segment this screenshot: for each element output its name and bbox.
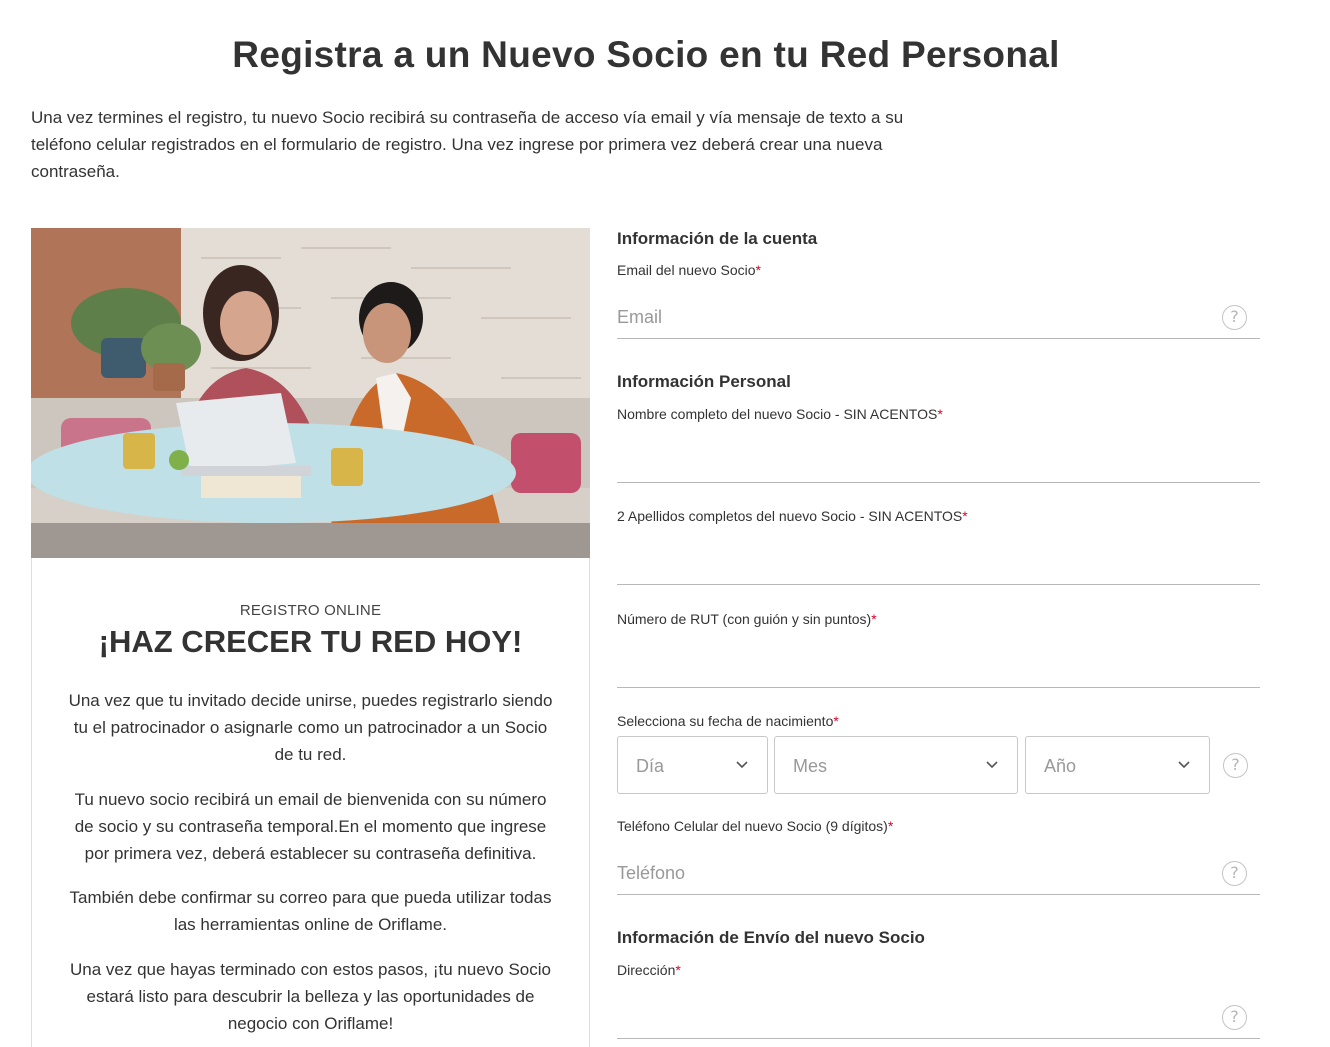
day-select-value: Día bbox=[636, 756, 665, 776]
email-label: Email del nuevo Socio* bbox=[617, 262, 761, 278]
promo-paragraph: Una vez que hayas terminado con estos pasos, ¡tu nuevo Socio estará listo para descubrir la belleza y las oportunidades de negocio con Oriflame! bbox=[69, 960, 551, 1033]
address-field-wrapper bbox=[617, 993, 1260, 1039]
help-icon[interactable]: ? bbox=[1222, 305, 1247, 330]
surname-label: 2 Apellidos completos del nuevo Socio - SIN ACENTOS* bbox=[617, 508, 968, 524]
personal-section-heading: Información Personal bbox=[617, 372, 791, 391]
name-label: Nombre completo del nuevo Socio - SIN ACENTOS* bbox=[617, 406, 943, 422]
surname-input[interactable] bbox=[617, 549, 1207, 577]
required-mark: * bbox=[833, 713, 839, 729]
required-mark: * bbox=[755, 262, 761, 278]
year-select-value: Año bbox=[1044, 756, 1077, 776]
month-select-value: Mes bbox=[793, 756, 828, 776]
intro-text: Una vez termines el registro, tu nuevo Socio recibirá su contraseña de acceso vía email y vía mensaje de texto a su teléfono celular registrados en el formulario de registro. Una vez ingrese por primera vez deberá crear una nueva contraseña. bbox=[31, 108, 904, 181]
chevron-down-icon bbox=[1177, 757, 1191, 771]
account-section-heading: Información de la cuenta bbox=[617, 229, 818, 248]
phone-input[interactable] bbox=[617, 859, 1207, 887]
couple-laptop-illustration bbox=[31, 228, 590, 558]
address-input[interactable] bbox=[617, 1003, 1207, 1031]
month-select[interactable] bbox=[774, 736, 1018, 794]
promo-paragraph: También debe confirmar su correo para que pueda utilizar todas las herramientas online de Oriflame. bbox=[69, 888, 552, 934]
year-select[interactable] bbox=[1025, 736, 1210, 794]
help-icon[interactable]: ? bbox=[1222, 1005, 1247, 1030]
page-title: Registra a un Nuevo Socio en tu Red Personal bbox=[232, 34, 1060, 75]
day-select[interactable] bbox=[617, 736, 768, 794]
chevron-down-icon bbox=[735, 757, 749, 771]
name-field-wrapper bbox=[617, 437, 1260, 483]
help-icon[interactable]: ? bbox=[1222, 861, 1247, 886]
surname-field-wrapper bbox=[617, 539, 1260, 585]
email-input[interactable] bbox=[617, 303, 1207, 331]
name-input[interactable] bbox=[617, 447, 1207, 475]
address-label: Dirección* bbox=[617, 962, 681, 978]
promo-photo bbox=[31, 228, 590, 558]
rut-input[interactable] bbox=[617, 652, 1207, 680]
registration-form bbox=[617, 0, 1260, 1047]
promo-card bbox=[31, 228, 590, 1047]
promo-paragraph: Una vez que tu invitado decide unirse, puedes registrarlo siendo tu el patrocinador o asignarle como un patrocinador a un Socio de tu red. bbox=[68, 691, 553, 764]
promo-title: ¡HAZ CRECER TU RED HOY! bbox=[98, 624, 523, 659]
shipping-section-heading: Información de Envío del nuevo Socio bbox=[617, 928, 925, 947]
required-mark: * bbox=[871, 611, 877, 627]
rut-field-wrapper bbox=[617, 642, 1260, 688]
required-mark: * bbox=[675, 962, 681, 978]
promo-paragraph: Tu nuevo socio recibirá un email de bienvenida con su número de socio y su contraseña temporal.En el momento que ingrese por primera vez, deberá establecer su contraseña definitiva. bbox=[74, 790, 547, 863]
required-mark: * bbox=[937, 406, 943, 422]
birth-date-label: Selecciona su fecha de nacimiento* bbox=[617, 713, 839, 729]
phone-label: Teléfono Celular del nuevo Socio (9 dígitos)* bbox=[617, 818, 894, 834]
phone-field-wrapper bbox=[617, 849, 1260, 895]
required-mark: * bbox=[887, 818, 894, 834]
required-mark: * bbox=[962, 508, 968, 524]
chevron-down-icon bbox=[985, 757, 999, 771]
email-field-wrapper bbox=[617, 293, 1260, 339]
help-icon[interactable]: ? bbox=[1223, 753, 1248, 778]
rut-label: Número de RUT (con guión y sin puntos)* bbox=[617, 611, 877, 627]
promo-kicker: REGISTRO ONLINE bbox=[239, 602, 382, 619]
